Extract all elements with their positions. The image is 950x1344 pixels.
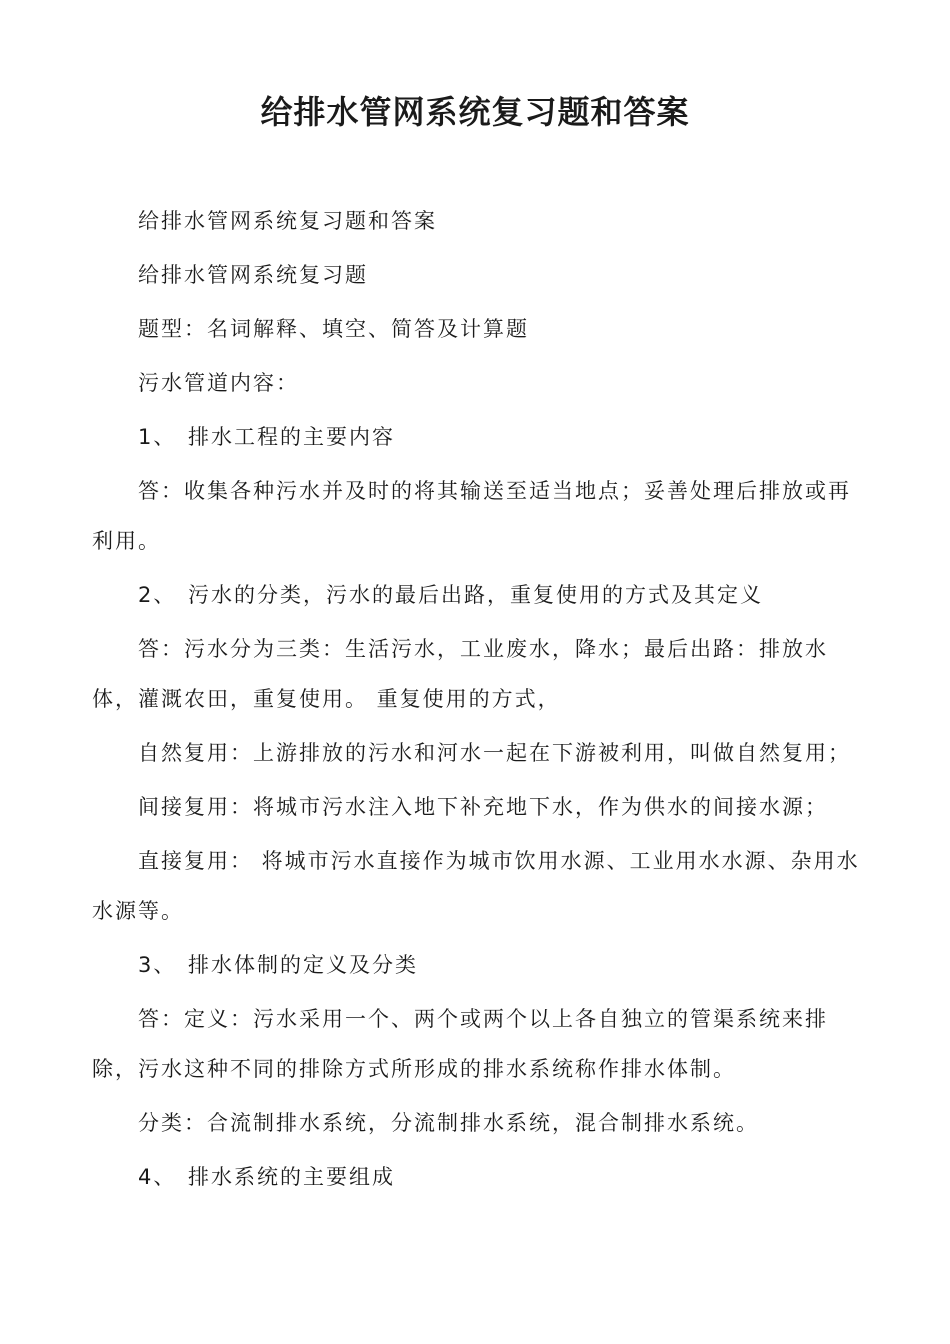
paragraph: 间接复用：将城市污水注入地下补充地下水，作为供水的间接水源； [138, 795, 828, 819]
numbered-heading [92, 570, 862, 620]
heading-text: 排水体制的定义及分类 [188, 953, 418, 977]
document-title: 给排水管网系统复习题和答案 [260, 93, 690, 131]
item-number: 1、 [138, 425, 177, 449]
answer-paragraph: 答：收集各种污水并及时的将其输送至适当地点；妥善处理后排放或再利用。 [92, 479, 851, 553]
paragraph: 分类：合流制排水系统，分流制排水系统，混合制排水系统。 [138, 1111, 759, 1135]
paragraph: 给排水管网系统复习题 [138, 263, 368, 287]
numbered-heading [92, 940, 862, 990]
heading-text: 污水的分类，污水的最后出路，重复使用的方式及其定义 [188, 583, 763, 607]
paragraph: 给排水管网系统复习题和答案 [138, 209, 437, 233]
heading-text: 排水工程的主要内容 [188, 425, 395, 449]
item-number: 4、 [138, 1165, 177, 1189]
item-number: 2、 [138, 583, 177, 607]
answer-paragraph: 答：定义：污水采用一个、两个或两个以上各自独立的管渠系统来排除，污水这种不同的排除方式所形成的排水系统称作排水体制。 [92, 1007, 828, 1081]
paragraph: 自然复用：上游排放的污水和河水一起在下游被利用，叫做自然复用； [138, 741, 851, 765]
numbered-heading [92, 1152, 862, 1202]
paragraph: 污水管道内容： [138, 371, 299, 395]
answer-paragraph: 答：污水分为三类：生活污水，工业废水，降水；最后出路：排放水体，灌溉农田，重复使用。 重复使用的方式， [92, 637, 828, 711]
paragraph: 题型：名词解释、填空、简答及计算题 [138, 317, 529, 341]
item-number: 3、 [138, 953, 177, 977]
document-body [92, 196, 862, 1206]
numbered-heading [92, 412, 862, 462]
heading-text: 排水系统的主要组成 [188, 1165, 395, 1189]
paragraph: 直接复用： 将城市污水直接作为城市饮用水源、工业用水水源、杂用水水源等。 [92, 849, 860, 923]
